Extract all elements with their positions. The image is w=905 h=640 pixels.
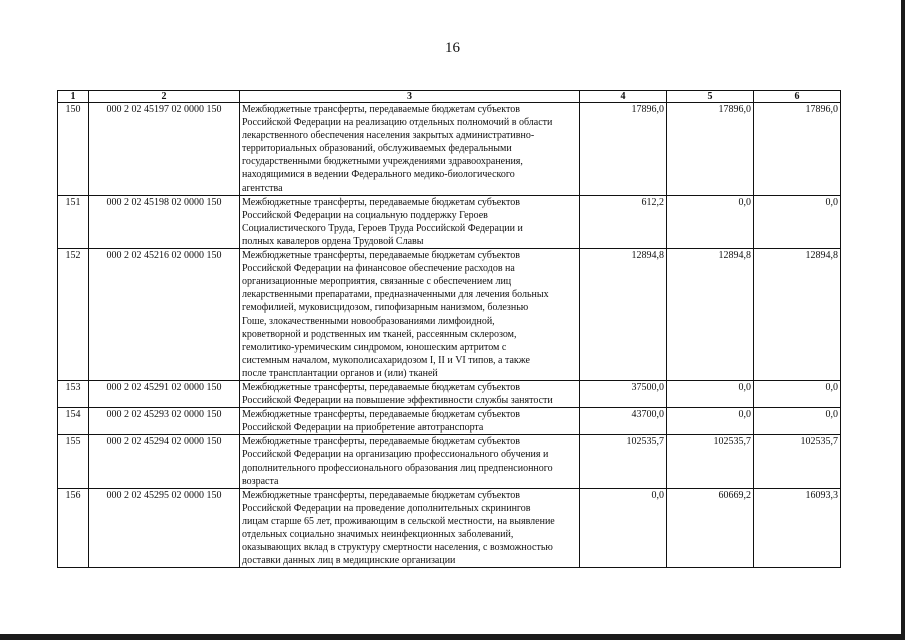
column-header: 2 [89,91,240,103]
value-col-6: 12894,8 [754,249,841,381]
row-description: Межбюджетные трансферты, передаваемые бюджетам субъектов Российской Федерации на проведение дополнительных скринингов лицам старше 65 лет, проживающим в сельской местности, на выявление отдельных социально значимых неинфекционных заболеваний, оказывающих вклад в структуру смертности населения, с возможностью доставки данных лиц в медицинские организации [240,488,580,568]
column-header: 5 [667,91,754,103]
row-number: 153 [58,380,89,407]
row-number: 151 [58,195,89,248]
row-description: Межбюджетные трансферты, передаваемые бюджетам субъектов Российской Федерации на организацию профессионального обучения и дополнительного профессионального образования лиц предпенсионного возраста [240,435,580,488]
row-description: Межбюджетные трансферты, передаваемые бюджетам субъектов Российской Федерации на приобретение автотранспорта [240,408,580,435]
value-col-4: 0,0 [580,488,667,568]
value-col-6: 0,0 [754,408,841,435]
row-number: 155 [58,435,89,488]
value-col-4: 43700,0 [580,408,667,435]
value-col-4: 102535,7 [580,435,667,488]
scan-border-right [901,0,905,640]
value-col-5: 12894,8 [667,249,754,381]
column-header: 6 [754,91,841,103]
table-header-row [58,91,841,103]
value-col-6: 0,0 [754,380,841,407]
row-number: 154 [58,408,89,435]
budget-code: 000 2 02 45291 02 0000 150 [89,380,240,407]
value-col-4: 37500,0 [580,380,667,407]
value-col-6: 16093,3 [754,488,841,568]
row-description: Межбюджетные трансферты, передаваемые бюджетам субъектов Российской Федерации на социальную поддержку Героев Социалистического Труда, Героев Труда Российской Федерации и полных кавалеров ордена Трудовой Славы [240,195,580,248]
budget-code: 000 2 02 45197 02 0000 150 [89,103,240,196]
row-description: Межбюджетные трансферты, передаваемые бюджетам субъектов Российской Федерации на финансовое обеспечение расходов на организационные мероприятия, связанные с обеспечением лиц лекарственными препаратами, предназначенными для лечения больных гемофилией, муковисцидозом, гипофизарным нанизмом, болезнью Гоше, злокачественными новообразованиями лимфоидной, кроветворной и родственных им тканей, рассеянным склерозом, гемолитико-уремическим синдромом, юношеским артритом с системным началом, мукополисахаридозом I, II и VI типов, а также после трансплантации органов и (или) тканей [240,249,580,381]
value-col-5: 102535,7 [667,435,754,488]
column-header: 4 [580,91,667,103]
value-col-5: 0,0 [667,195,754,248]
row-number: 150 [58,103,89,196]
value-col-5: 17896,0 [667,103,754,196]
value-col-6: 0,0 [754,195,841,248]
row-number: 152 [58,249,89,381]
table-row [58,195,841,248]
table-row [58,249,841,381]
table-row [58,408,841,435]
budget-code: 000 2 02 45198 02 0000 150 [89,195,240,248]
column-header: 3 [240,91,580,103]
row-number: 156 [58,488,89,568]
row-description: Межбюджетные трансферты, передаваемые бюджетам субъектов Российской Федерации на повышение эффективности службы занятости [240,380,580,407]
table-row [58,380,841,407]
value-col-5: 0,0 [667,408,754,435]
budget-table [57,90,841,568]
value-col-6: 102535,7 [754,435,841,488]
table-row [58,435,841,488]
column-header: 1 [58,91,89,103]
budget-code: 000 2 02 45293 02 0000 150 [89,408,240,435]
value-col-4: 17896,0 [580,103,667,196]
table-row [58,488,841,568]
value-col-4: 612,2 [580,195,667,248]
table-row [58,103,841,196]
budget-code: 000 2 02 45216 02 0000 150 [89,249,240,381]
scan-border-bottom [0,634,905,640]
value-col-4: 12894,8 [580,249,667,381]
page-number: 16 [445,40,460,56]
value-col-5: 60669,2 [667,488,754,568]
budget-code: 000 2 02 45295 02 0000 150 [89,488,240,568]
budget-code: 000 2 02 45294 02 0000 150 [89,435,240,488]
value-col-5: 0,0 [667,380,754,407]
value-col-6: 17896,0 [754,103,841,196]
row-description: Межбюджетные трансферты, передаваемые бюджетам субъектов Российской Федерации на реализацию отдельных полномочий в области лекарственного обеспечения населения закрытых административно- территориальных образований, обслуживаемых федеральными государственными бюджетными учреждениями здравоохранения, находящимися в ведении Федерального медико-биологического агентства [240,103,580,196]
